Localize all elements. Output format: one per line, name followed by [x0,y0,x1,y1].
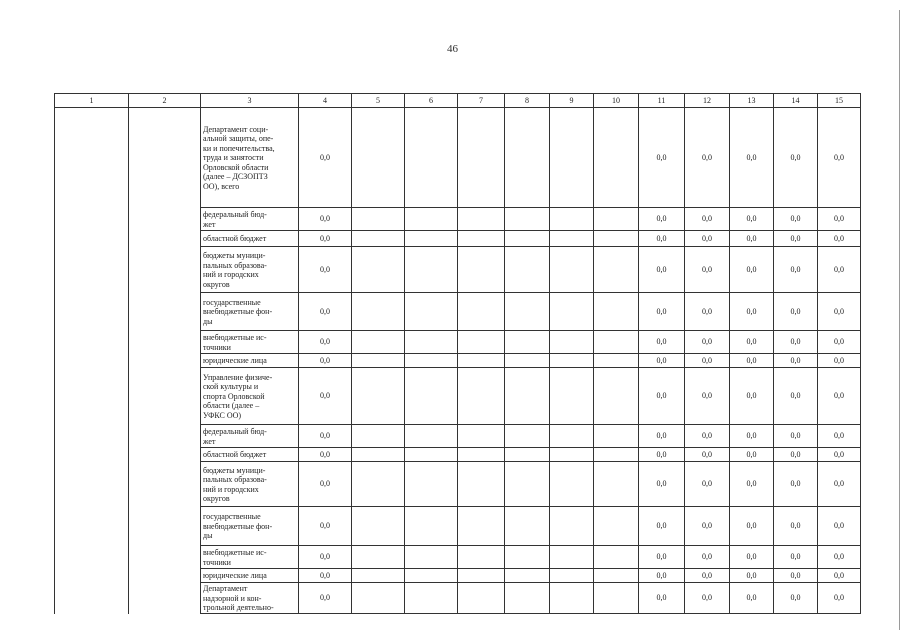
empty-cell [458,507,505,546]
empty-cell [505,354,550,368]
value-cell: 0,0 [685,462,730,507]
empty-cell [352,583,405,614]
empty-cell [550,546,594,569]
empty-cell [550,368,594,425]
empty-cell [505,583,550,614]
empty-cell [129,462,201,507]
row-label: федеральный бюд- жет [201,208,299,231]
empty-cell [505,208,550,231]
value-cell: 0,0 [299,546,352,569]
empty-cell [55,247,129,293]
empty-cell [405,208,458,231]
empty-cell [505,462,550,507]
empty-cell [405,108,458,208]
value-cell: 0,0 [774,583,818,614]
column-header-13: 13 [730,94,774,108]
empty-cell [594,368,639,425]
empty-cell [550,448,594,462]
empty-cell [352,354,405,368]
value-cell: 0,0 [730,448,774,462]
empty-cell [129,448,201,462]
value-cell: 0,0 [818,231,861,247]
empty-cell [594,507,639,546]
page-edge-line [899,10,900,630]
empty-cell [129,331,201,354]
value-cell: 0,0 [818,425,861,448]
value-cell: 0,0 [685,331,730,354]
value-cell: 0,0 [818,354,861,368]
empty-cell [594,425,639,448]
empty-cell [352,247,405,293]
empty-cell [129,569,201,583]
value-cell: 0,0 [774,293,818,331]
empty-cell [594,546,639,569]
value-cell: 0,0 [299,425,352,448]
empty-cell [405,331,458,354]
value-cell: 0,0 [730,247,774,293]
value-cell: 0,0 [299,569,352,583]
value-cell: 0,0 [730,108,774,208]
empty-cell [405,231,458,247]
value-cell: 0,0 [730,546,774,569]
empty-cell [352,462,405,507]
empty-cell [458,354,505,368]
value-cell: 0,0 [774,462,818,507]
row-label: Департамент надзорной и кон- трольной деятельно- [201,583,299,614]
value-cell: 0,0 [730,208,774,231]
value-cell: 0,0 [685,583,730,614]
empty-cell [352,546,405,569]
empty-cell [55,354,129,368]
empty-cell [129,425,201,448]
row-label: государственные внебюджетные фон- ды [201,293,299,331]
empty-cell [594,331,639,354]
empty-cell [594,569,639,583]
empty-cell [550,247,594,293]
table-row [55,293,861,331]
value-cell: 0,0 [818,293,861,331]
empty-cell [458,448,505,462]
value-cell: 0,0 [730,425,774,448]
value-cell: 0,0 [774,331,818,354]
table-row [55,448,861,462]
row-label: юридические лица [201,569,299,583]
table-row [55,354,861,368]
value-cell: 0,0 [685,247,730,293]
column-header-12: 12 [685,94,730,108]
page-number: 46 [447,43,458,55]
value-cell: 0,0 [639,569,685,583]
value-cell: 0,0 [774,425,818,448]
empty-cell [458,368,505,425]
empty-cell [129,293,201,331]
row-label: областной бюджет [201,231,299,247]
column-header-5: 5 [352,94,405,108]
value-cell: 0,0 [639,293,685,331]
value-cell: 0,0 [639,462,685,507]
value-cell: 0,0 [818,546,861,569]
empty-cell [405,569,458,583]
row-label: Управление физиче- ской культуры и спорта Орловской области (далее – УФКС ОО) [201,368,299,425]
empty-cell [594,462,639,507]
empty-cell [458,331,505,354]
table-row [55,108,861,208]
empty-cell [458,247,505,293]
empty-cell [505,108,550,208]
table-row [55,462,861,507]
row-label: Департамент соци- альной защиты, опе- ки и попечительства, труда и занятости Орловской области (далее – ДСЗОПТЗ ОО), всего [201,108,299,208]
column-header-4: 4 [299,94,352,108]
empty-cell [55,293,129,331]
empty-cell [505,293,550,331]
empty-cell [550,108,594,208]
empty-cell [352,331,405,354]
empty-cell [458,425,505,448]
value-cell: 0,0 [299,448,352,462]
empty-cell [55,546,129,569]
table-row [55,231,861,247]
empty-cell [550,331,594,354]
table-row [55,247,861,293]
value-cell: 0,0 [639,425,685,448]
value-cell: 0,0 [730,354,774,368]
empty-cell [505,425,550,448]
empty-cell [458,293,505,331]
empty-cell [594,293,639,331]
empty-cell [550,293,594,331]
column-header-14: 14 [774,94,818,108]
value-cell: 0,0 [639,231,685,247]
empty-cell [458,583,505,614]
value-cell: 0,0 [639,208,685,231]
empty-cell [458,231,505,247]
empty-cell [55,108,129,208]
row-label: юридические лица [201,354,299,368]
table-row [55,569,861,583]
value-cell: 0,0 [685,368,730,425]
empty-cell [352,231,405,247]
empty-cell [405,507,458,546]
empty-cell [55,425,129,448]
column-header-3: 3 [201,94,299,108]
value-cell: 0,0 [685,208,730,231]
row-label: государственные внебюджетные фон- ды [201,507,299,546]
row-label: бюджеты муници- пальных образова- ний и городских округов [201,462,299,507]
value-cell: 0,0 [730,331,774,354]
empty-cell [352,425,405,448]
empty-cell [550,569,594,583]
value-cell: 0,0 [685,354,730,368]
value-cell: 0,0 [639,247,685,293]
empty-cell [594,583,639,614]
column-header-row [55,94,861,108]
row-label: внебюджетные ис- точники [201,331,299,354]
value-cell: 0,0 [818,462,861,507]
empty-cell [594,108,639,208]
value-cell: 0,0 [685,546,730,569]
column-header-6: 6 [405,94,458,108]
empty-cell [55,507,129,546]
value-cell: 0,0 [730,231,774,247]
table-row [55,425,861,448]
empty-cell [505,368,550,425]
value-cell: 0,0 [730,293,774,331]
empty-cell [505,247,550,293]
table-row [55,583,861,614]
value-cell: 0,0 [774,247,818,293]
value-cell: 0,0 [774,354,818,368]
empty-cell [405,546,458,569]
value-cell: 0,0 [685,448,730,462]
empty-cell [405,583,458,614]
column-header-1: 1 [55,94,129,108]
empty-cell [55,583,129,614]
column-header-8: 8 [505,94,550,108]
column-header-10: 10 [594,94,639,108]
empty-cell [129,247,201,293]
value-cell: 0,0 [730,462,774,507]
empty-cell [550,425,594,448]
value-cell: 0,0 [730,583,774,614]
empty-cell [405,425,458,448]
value-cell: 0,0 [299,583,352,614]
value-cell: 0,0 [685,231,730,247]
row-label: областной бюджет [201,448,299,462]
empty-cell [129,546,201,569]
empty-cell [594,448,639,462]
value-cell: 0,0 [730,569,774,583]
table-row [55,331,861,354]
empty-cell [405,368,458,425]
value-cell: 0,0 [299,247,352,293]
value-cell: 0,0 [639,583,685,614]
value-cell: 0,0 [774,368,818,425]
value-cell: 0,0 [299,231,352,247]
value-cell: 0,0 [818,569,861,583]
row-label: внебюджетные ис- точники [201,546,299,569]
empty-cell [129,108,201,208]
value-cell: 0,0 [639,108,685,208]
value-cell: 0,0 [299,462,352,507]
value-cell: 0,0 [299,108,352,208]
empty-cell [129,208,201,231]
empty-cell [505,569,550,583]
empty-cell [405,354,458,368]
empty-cell [352,368,405,425]
value-cell: 0,0 [818,331,861,354]
empty-cell [352,293,405,331]
value-cell: 0,0 [299,208,352,231]
value-cell: 0,0 [299,368,352,425]
value-cell: 0,0 [639,368,685,425]
empty-cell [550,507,594,546]
empty-cell [405,448,458,462]
empty-cell [55,208,129,231]
value-cell: 0,0 [685,108,730,208]
empty-cell [550,208,594,231]
column-header-15: 15 [818,94,861,108]
value-cell: 0,0 [774,231,818,247]
value-cell: 0,0 [685,425,730,448]
value-cell: 0,0 [299,293,352,331]
empty-cell [594,231,639,247]
value-cell: 0,0 [774,507,818,546]
row-label: федеральный бюд- жет [201,425,299,448]
empty-cell [129,507,201,546]
empty-cell [458,208,505,231]
value-cell: 0,0 [818,583,861,614]
table-row [55,208,861,231]
value-cell: 0,0 [774,448,818,462]
empty-cell [550,354,594,368]
empty-cell [129,368,201,425]
empty-cell [55,331,129,354]
value-cell: 0,0 [639,331,685,354]
empty-cell [405,293,458,331]
value-cell: 0,0 [639,448,685,462]
empty-cell [129,354,201,368]
value-cell: 0,0 [639,354,685,368]
value-cell: 0,0 [685,507,730,546]
empty-cell [352,507,405,546]
empty-cell [505,331,550,354]
value-cell: 0,0 [774,546,818,569]
empty-cell [505,448,550,462]
empty-cell [458,108,505,208]
empty-cell [55,368,129,425]
value-cell: 0,0 [299,354,352,368]
value-cell: 0,0 [818,247,861,293]
empty-cell [505,546,550,569]
empty-cell [55,569,129,583]
empty-cell [352,208,405,231]
value-cell: 0,0 [774,208,818,231]
row-label: бюджеты муници- пальных образова- ний и городских округов [201,247,299,293]
empty-cell [550,231,594,247]
empty-cell [505,231,550,247]
value-cell: 0,0 [818,108,861,208]
value-cell: 0,0 [685,569,730,583]
value-cell: 0,0 [818,448,861,462]
empty-cell [550,462,594,507]
value-cell: 0,0 [639,507,685,546]
empty-cell [594,208,639,231]
value-cell: 0,0 [818,208,861,231]
value-cell: 0,0 [730,507,774,546]
column-header-9: 9 [550,94,594,108]
empty-cell [129,583,201,614]
value-cell: 0,0 [685,293,730,331]
empty-cell [55,448,129,462]
column-header-7: 7 [458,94,505,108]
value-cell: 0,0 [730,368,774,425]
empty-cell [352,569,405,583]
value-cell: 0,0 [774,108,818,208]
table-row [55,507,861,546]
empty-cell [458,546,505,569]
empty-cell [352,448,405,462]
value-cell: 0,0 [818,368,861,425]
column-header-11: 11 [639,94,685,108]
column-header-2: 2 [129,94,201,108]
value-cell: 0,0 [774,569,818,583]
empty-cell [458,569,505,583]
value-cell: 0,0 [639,546,685,569]
value-cell: 0,0 [299,331,352,354]
empty-cell [458,462,505,507]
empty-cell [55,462,129,507]
value-cell: 0,0 [818,507,861,546]
empty-cell [550,583,594,614]
empty-cell [55,231,129,247]
empty-cell [594,247,639,293]
empty-cell [505,507,550,546]
empty-cell [594,354,639,368]
budget-table [54,93,861,614]
empty-cell [405,462,458,507]
value-cell: 0,0 [299,507,352,546]
empty-cell [405,247,458,293]
table-row [55,546,861,569]
table-row [55,368,861,425]
empty-cell [129,231,201,247]
empty-cell [352,108,405,208]
